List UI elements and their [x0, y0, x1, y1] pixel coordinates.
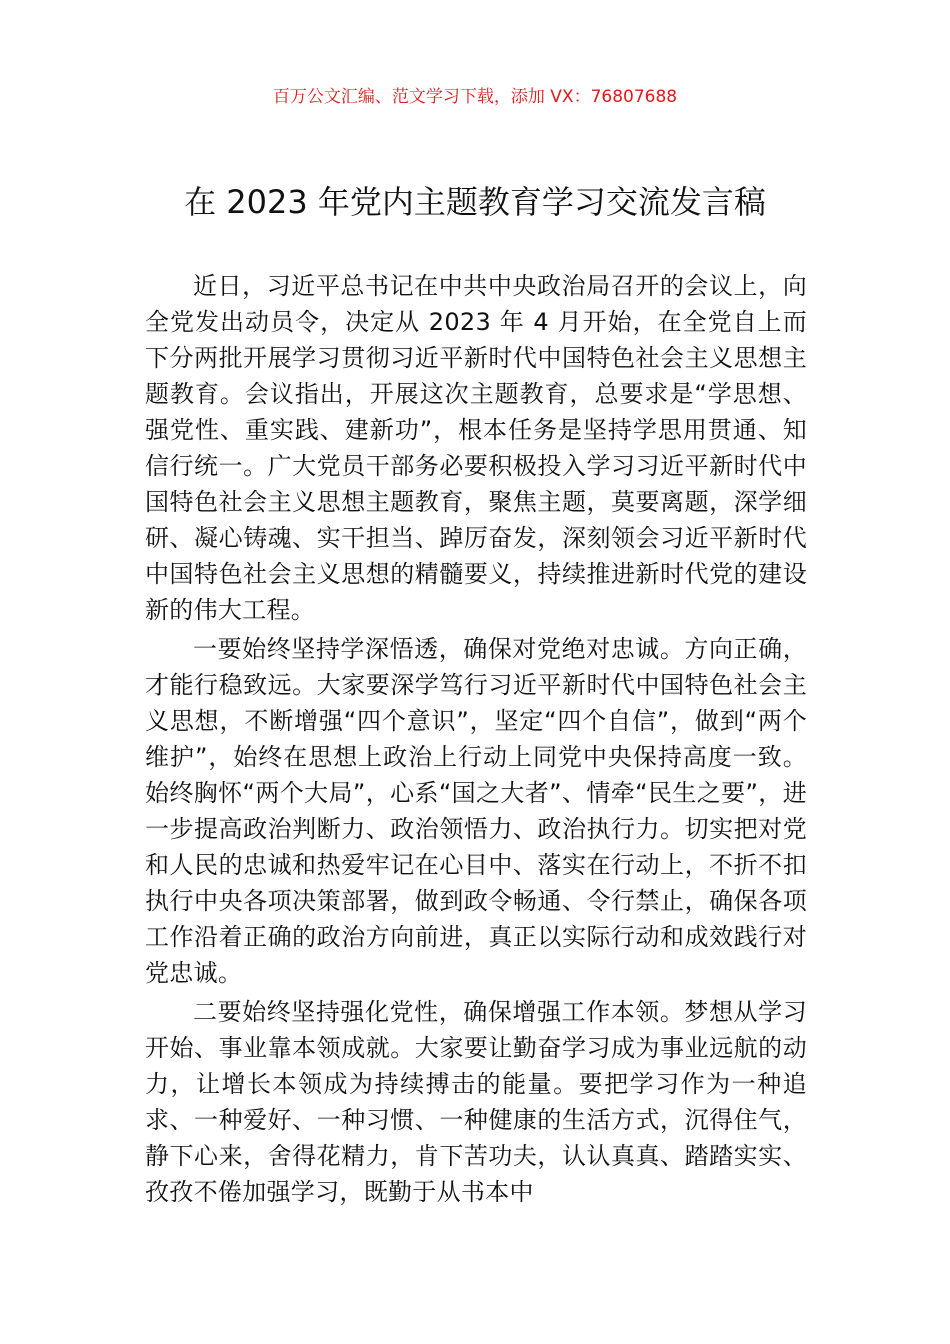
- paragraph-point-one: 一要始终坚持学深悟透，确保对党绝对忠诚。方向正确，才能行稳致远。大家要深学笃行习近平新时代中国特色社会主义思想，不断增强“四个意识”，坚定“四个自信”，做到“两个维护”，始终在思想上政治上行动上同党中央保持高度一致。始终胸怀“两个大局”，心系“国之大者”、情牵“民生之要”，进一步提高政治判断力、政治领悟力、政治执行力。切实把对党和人民的忠诚和热爱牢记在心目中、落实在行动上，不折不扣执行中央各项决策部署，做到政令畅通、令行禁止，确保各项工作沿着正确的政治方向前进，真正以实际行动和成效践行对党忠诚。: [145, 635, 807, 987]
- document-title: 在 2023 年党内主题教育学习交流发言稿: [184, 183, 766, 221]
- document-body: [145, 268, 807, 1213]
- paragraph-intro: 近日，习近平总书记在中共中央政治局召开的会议上，向全党发出动员令，决定从 2023 年 4 月开始，在全党自上而下分两批开展学习贯彻习近平新时代中国特色社会主义思想主题教育。会议指出，开展这次主题教育，总要求是“学思想、强党性、重实践、建新功”，根本任务是坚持学思用贯通、知信行统一。广大党员干部务必要积极投入学习习近平新时代中国特色社会主义思想主题教育，聚焦主题，莫要离题，深学细研、凝心铸魂、实干担当、踔厉奋发，深刻领会习近平新时代中国特色社会主义思想的精髓要义，持续推进新时代党的建设新的伟大工程。: [145, 272, 807, 624]
- paragraph-point-two: 二要始终坚持强化党性，确保增强工作本领。梦想从学习开始、事业靠本领成就。大家要让勤奋学习成为事业远航的动力，让增长本领成为持续搏击的能量。要把学习作为一种追求、一种爱好、一种习惯、一种健康的生活方式，沉得住气，静下心来，舍得花精力，肯下苦功夫，认认真真、踏踏实实、孜孜不倦加强学习，既勤于从书本中: [145, 998, 807, 1206]
- watermark-note: 百万公文汇编、范文学习下载，添加 VX：76807688: [272, 87, 678, 107]
